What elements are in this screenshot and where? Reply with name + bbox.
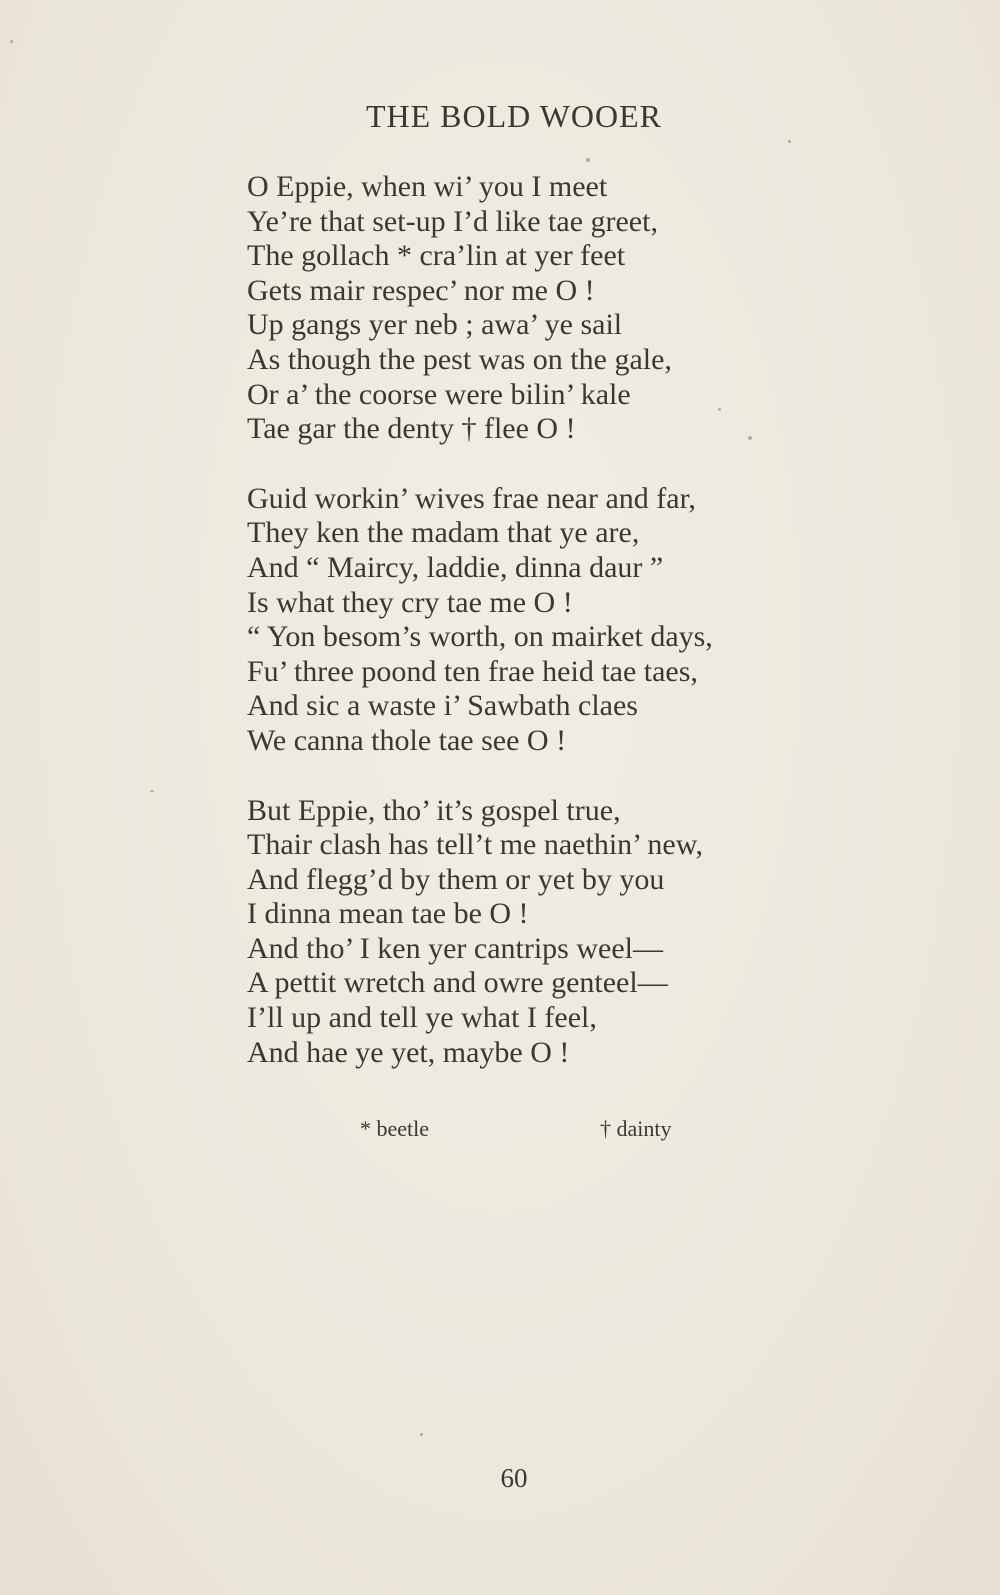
poem-line: Ye’re that set-up I’d like tae greet, [247,204,658,238]
page-number: 60 [500,1463,528,1493]
paper-speck [586,158,590,162]
poem-line: And hae ye yet, maybe O ! [247,1035,570,1069]
poem-line: The gollach * cra’lin at yer feet [247,239,626,273]
poem-line: And flegg’d by them or yet by you [247,862,665,896]
poem-line: And sic a waste i’ Sawbath claes [247,689,638,723]
poem-line: I’ll up and tell ye what I feel, [247,1001,597,1035]
poem-line: Fu’ three poond ten frae heid tae taes, [247,654,698,688]
poem-line: As though the pest was on the gale, [247,342,672,376]
poem-line: Or a’ the coorse were bilin’ kale [247,377,631,411]
running-title: THE BOLD WOOER [365,98,663,134]
poem-line: Gets mair respec’ nor me O ! [247,273,595,307]
paper-speck [150,790,154,792]
poem-line: Tae gar the denty † flee O ! [247,412,576,446]
paper-speck [788,140,791,143]
poem-line: I dinna mean tae be O ! [247,897,529,931]
poem-body [247,170,867,1105]
poem-line: And tho’ I ken yer cantrips weel— [247,931,663,965]
paper-speck [10,40,13,43]
stanza-1 [247,170,867,447]
paper-speck [718,408,721,411]
poem-line: “ Yon besom’s worth, on mairket days, [247,620,713,654]
poem-line: Guid workin’ wives frae near and far, [247,481,696,515]
poem-line: But Eppie, tho’ it’s gospel true, [247,793,621,827]
poem-line: O Eppie, when wi’ you I meet [247,170,608,203]
poem-line: Is what they cry tae me O ! [247,585,573,619]
paper-speck [748,436,752,440]
poem-line: And “ Maircy, laddie, dinna daur ” [247,550,664,584]
poem-line: Thair clash has tell’t me naethin’ new, [247,828,703,862]
paper-speck [420,1433,423,1436]
footnote-beetle: * beetle [360,1116,430,1141]
stanza-3 [247,794,867,1071]
poem-line: Up gangs yer neb ; awa’ ye sail [247,308,623,342]
footnote-dainty: † dainty [600,1116,672,1141]
poem-line: They ken the madam that ye are, [247,516,640,550]
poem-line: A pettit wretch and owre genteel— [247,966,668,1000]
poem-line: We canna thole tae see O ! [247,723,567,757]
stanza-2 [247,482,867,759]
